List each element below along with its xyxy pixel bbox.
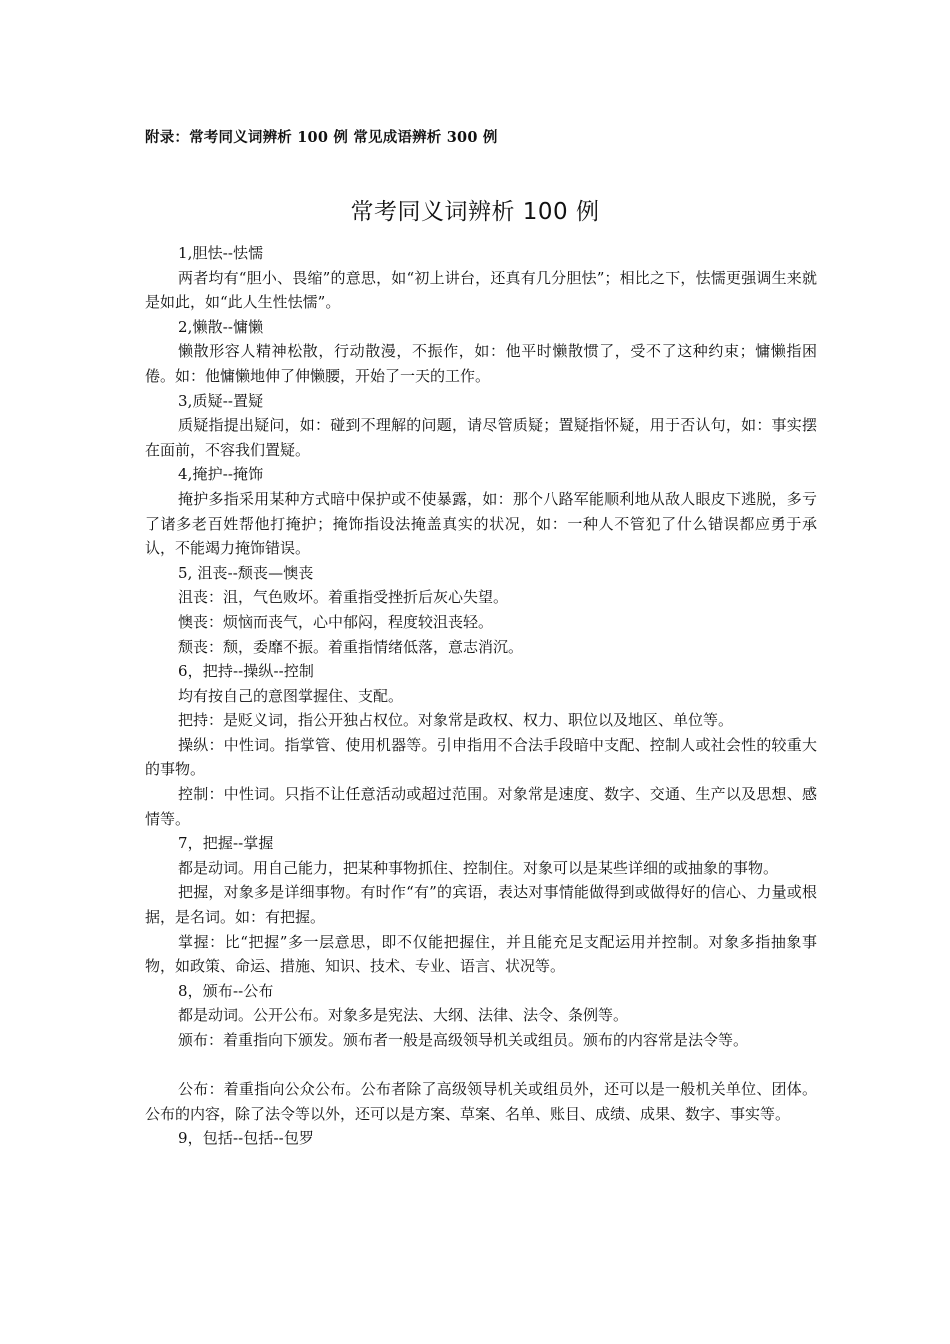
- entry-heading: 6，把持--操纵--控制: [178, 662, 315, 681]
- entry-heading: 1,胆怯--怯懦: [178, 244, 264, 262]
- entry-text: 公布：着重指向公众公布。公布者除了高级领导机关或组员外，还可以是一般机关单位、团体。公布的内容，除了法令等以外，还可以是方案、草案、名单、账目、成绩、成果、数字、事实等。: [145, 1080, 817, 1123]
- appendix-heading: 附录：常考同义词辨析 100 例 常见成语辨析 300 例: [145, 129, 498, 146]
- entry-text: 质疑指提出疑问，如：碰到不理解的问题，请尽管质疑；置疑指怀疑，用于否认句，如：事实摆在面前，不容我们置疑。: [145, 416, 817, 459]
- entry-heading: 7，把握--掌握: [178, 834, 274, 853]
- entry-text: 把持：是贬义词，指公开独占权位。对象常是政权、权力、职位以及地区、单位等。: [178, 711, 734, 730]
- entry-heading: 8，颁布--公布: [178, 981, 274, 1000]
- entry-text: 沮丧：沮，气色败坏。着重指受挫折后灰心失望。: [178, 588, 509, 607]
- entry-text: 掌握：比“把握”多一层意思，即不仅能把握住，并且能充足支配运用并控制。对象多指抽象事物，如政策、命运、措施、知识、技术、专业、语言、状况等。: [145, 932, 817, 976]
- entry-text: 颁布：着重指向下颁发。颁布者一般是高级领导机关或组员。颁布的内容常是法令等。: [178, 1031, 749, 1049]
- entry-text: 把握，对象多是详细事物。有时作“有”的宾语，表达对事情能做得到或做得好的信心、力量或根据，是名词。如：有把握。: [145, 883, 817, 927]
- entry-heading: 5, 沮丧--颓丧—懊丧: [178, 563, 314, 582]
- entry-heading: 3,质疑--置疑: [178, 391, 264, 410]
- entry-text: 懊丧：烦恼而丧气，心中郁闷，程度较沮丧轻。: [178, 612, 494, 631]
- entry-text: 颓丧：颓，委靡不振。着重指情绪低落，意志消沉。: [178, 637, 524, 656]
- entry-text: 都是动词。用自己能力，把某种事物抓住、控制住。对象可以是某些详细的或抽象的事物。: [178, 858, 779, 877]
- entry-text: 懒散形容人精神松散，行动散漫，不振作，如：他平时懒散惯了，受不了这种约束；慵懒指困倦。如：他慵懒地伸了伸懒腰，开始了一天的工作。: [145, 342, 817, 385]
- entry-text: 都是动词。公开公布。对象多是宪法、大纲、法律、法令、条例等。: [178, 1006, 629, 1025]
- entry-heading: 4,掩护--掩饰: [178, 465, 264, 484]
- entry-text: 掩护多指采用某种方式暗中保护或不使暴露，如：那个八路军能顺利地从敌人眼皮下逃脱，多亏了诸多老百姓帮他打掩护；掩饰指设法掩盖真实的状况，如：一种人不管犯了什么错误都应勇于承认，不能竭力掩饰错误。: [145, 489, 817, 558]
- entry-text: 两者均有“胆小、畏缩”的意思，如“初上讲台，还真有几分胆怯”；相比之下，怯懦更强调生来就是如此，如“此人生性怯懦”。: [145, 268, 817, 312]
- entry-text: 操纵：中性词。指掌管、使用机器等。引申指用不合法手段暗中支配、控制人或社会性的较重大的事物。: [145, 735, 817, 779]
- entry-heading: 9，包括--包括--包罗: [178, 1129, 315, 1148]
- entry-text: 均有按自己的意图掌握住、支配。: [178, 686, 404, 705]
- entry-heading: 2,懒散--慵懒: [178, 317, 264, 336]
- document-body: [145, 241, 817, 1151]
- blank-line: [145, 1053, 817, 1078]
- document-title: 常考同义词辨析 100 例: [350, 199, 600, 226]
- entry-text: 控制：中性词。只指不让任意活动或超过范围。对象常是速度、数字、交通、生产以及思想、感情等。: [145, 785, 817, 828]
